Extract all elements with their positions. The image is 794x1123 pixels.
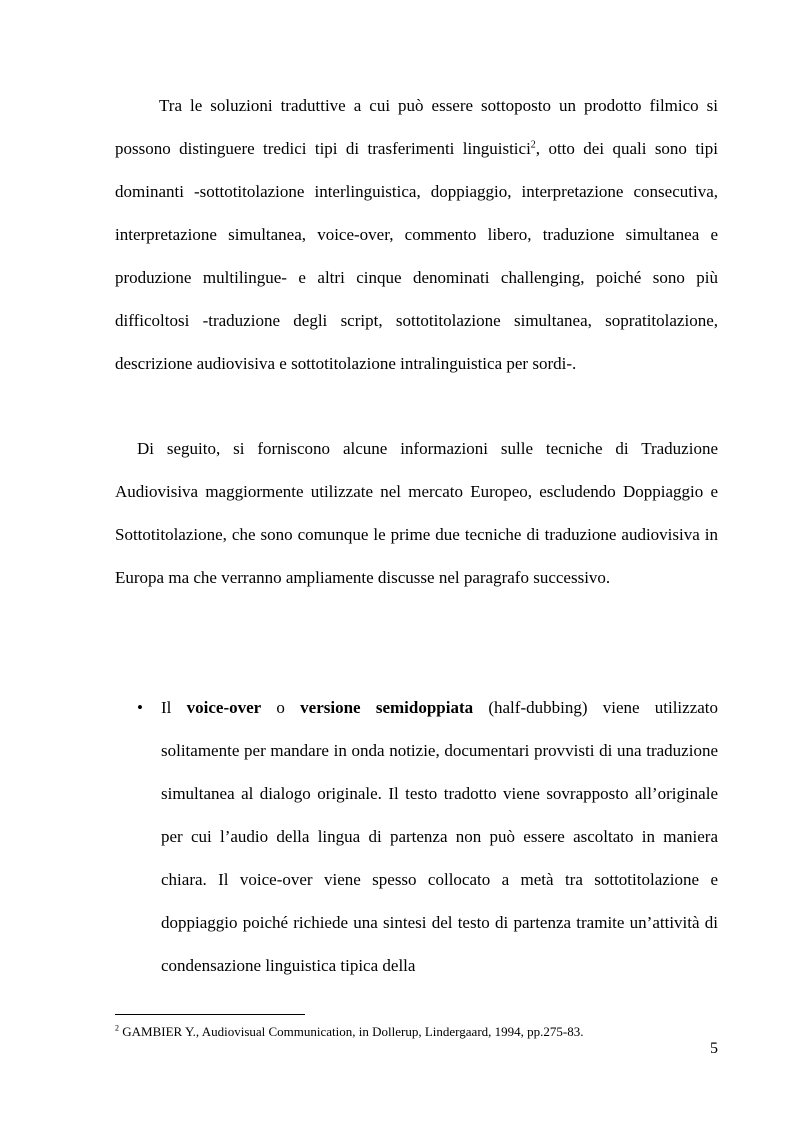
paragraph-audiovisual-techniques: Di seguito, si forniscono alcune informazioni sulle tecniche di Traduzione Audiovisiva maggiormente utilizzate nel mercato Europeo, escludendo Doppiaggio e Sottotitolazione, che sono comunque le prime due tecniche di traduzione audiovisiva in Europa ma che verranno ampliamente discusse nel paragrafo successivo. (115, 439, 718, 587)
paragraph-translation-solutions (115, 84, 718, 385)
page-number: 5 (710, 1040, 718, 1057)
bullet-list-item-voice-over (115, 686, 718, 987)
bullet-icon: • (137, 698, 143, 717)
footnote (115, 1023, 718, 1041)
footnote-number: 2 (115, 1023, 119, 1033)
footnote-reference: 2 (530, 139, 536, 151)
bullet-term-voice-over: voice-over (186, 698, 262, 717)
footnote-divider (115, 1014, 305, 1015)
bullet-lead: Il (161, 698, 187, 717)
paragraph-1-text-a: Tra le soluzioni traduttive a cui può essere sottoposto un prodotto filmico si possono distinguere tredici tipi di trasferimenti linguistici (115, 96, 718, 158)
paragraph-1-text-b: , otto dei quali sono tipi dominanti -sottotitolazione interlinguistica, doppiaggio, interpretazione consecutiva, interpretazione simultanea, voice-over, commento libero, traduzione simultanea e produzione multilingue- e altri cinque denominati challenging, poiché sono più difficoltosi -traduzione degli script, sottotitolazione simultanea, sopratitolazione, descrizione audiovisiva e sottotitolazione intralinguistica per sordi-. (115, 139, 718, 373)
bullet-text (161, 686, 718, 987)
footnote-text: GAMBIER Y., Audiovisual Communication, in Dollerup, Lindergaard, 1994, pp.275-83. (119, 1024, 584, 1039)
bullet-connector: o (261, 698, 301, 717)
bullet-term-semidoppiata: versione semidoppiata (300, 698, 474, 717)
bullet-rest: (half-dubbing) viene utilizzato solitamente per mandare in onda notizie, documentari provvisti di una traduzione simultanea al dialogo originale. Il testo tradotto viene sovrapposto all’originale per cui l’audio della lingua di partenza non può essere ascoltato in maniera chiara. Il voice-over viene spesso collocato a metà tra sottotitolazione e doppiaggio poiché richiede una sintesi del testo di partenza tramite un’attività di condensazione linguistica tipica della (161, 698, 719, 975)
